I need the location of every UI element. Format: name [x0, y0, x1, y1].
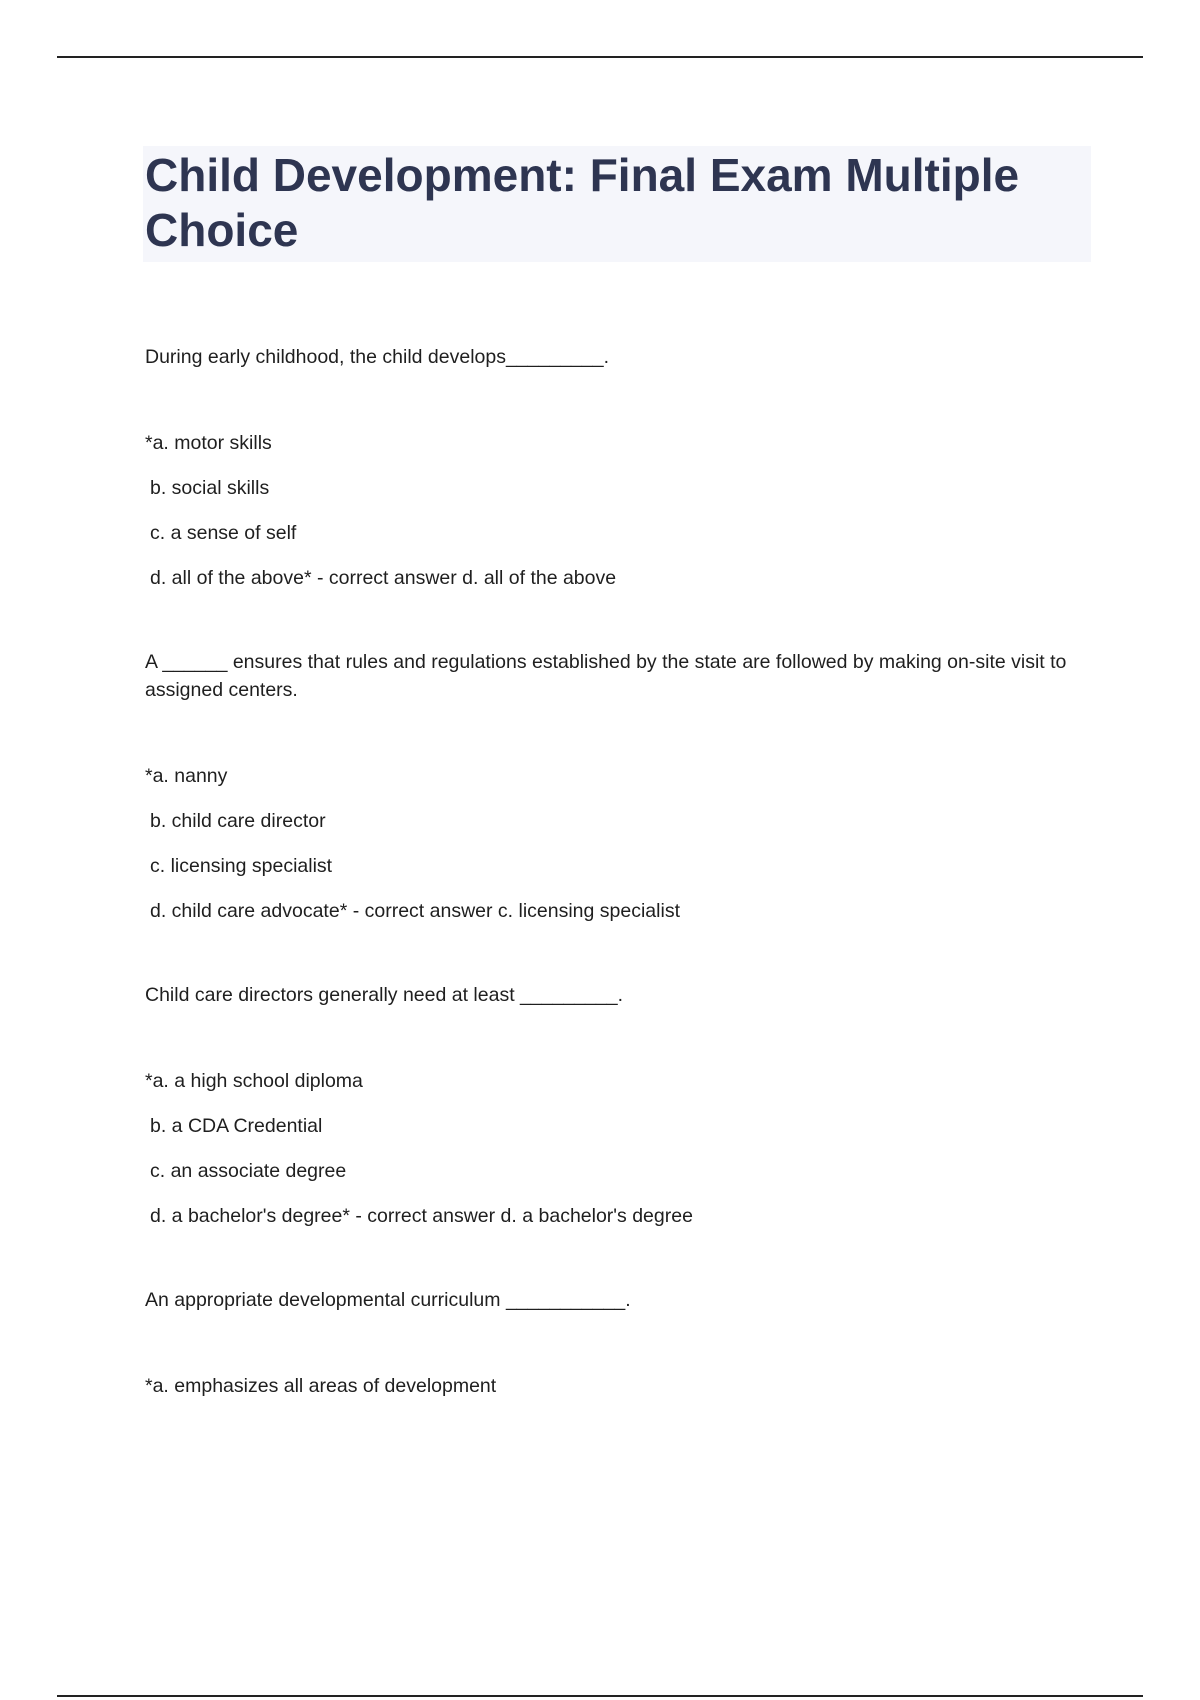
- answer-option: d. all of the above* - correct answer d. all of the above: [150, 567, 617, 589]
- answer-option: c. an associate degree: [150, 1160, 347, 1182]
- title-banner: [143, 146, 1091, 262]
- page-title: Child Development: Final Exam Multiple Choice: [145, 149, 1020, 256]
- bottom-rule: [57, 1695, 1143, 1697]
- question-prompt: Child care directors generally need at least _________.: [145, 984, 624, 1006]
- question-prompt: An appropriate developmental curriculum ___________.: [145, 1289, 631, 1311]
- answer-option: *a. nanny: [145, 765, 228, 787]
- answer-option: b. a CDA Credential: [150, 1115, 323, 1137]
- question-block-4: [145, 1286, 1089, 1400]
- answer-options: [145, 762, 1089, 925]
- question-prompt: A ______ ensures that rules and regulations established by the state are followed by making on-site visit to assigned centers.: [145, 651, 1067, 701]
- answer-option: c. a sense of self: [150, 522, 297, 544]
- answer-option: *a. emphasizes all areas of development: [145, 1375, 497, 1397]
- answer-options: [145, 1067, 1089, 1230]
- question-block-1: [145, 343, 1089, 592]
- question-block-2: [145, 648, 1089, 925]
- answer-option: *a. a high school diploma: [145, 1070, 363, 1092]
- answer-option: b. social skills: [150, 477, 270, 499]
- answer-option: d. a bachelor's degree* - correct answer d. a bachelor's degree: [150, 1205, 693, 1227]
- answer-options: [145, 429, 1089, 592]
- answer-option: *a. motor skills: [145, 432, 272, 454]
- answer-options: [145, 1372, 1089, 1400]
- answer-option: d. child care advocate* - correct answer c. licensing specialist: [150, 900, 680, 922]
- answer-option: b. child care director: [150, 810, 326, 832]
- top-rule: [57, 56, 1143, 58]
- question-block-3: [145, 981, 1089, 1230]
- question-prompt: During early childhood, the child develops_________.: [145, 346, 609, 368]
- document-body: [145, 146, 1089, 1417]
- answer-option: c. licensing specialist: [150, 855, 333, 877]
- question-list: [145, 343, 1089, 1400]
